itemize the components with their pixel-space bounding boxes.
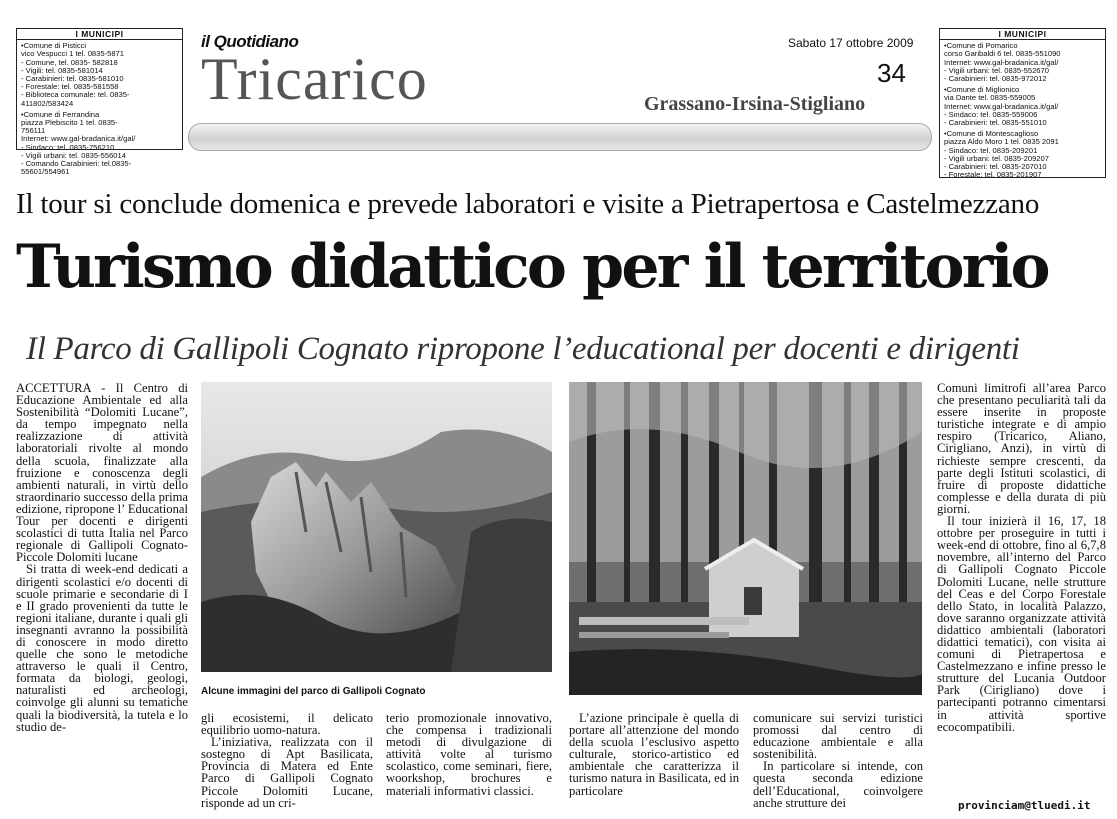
article-column-1 xyxy=(16,382,188,812)
municipio-miglionico: •Comune di Miglionico via Dante tel. 0835-559005 Internet: www.gal-bradanica.it/gal/ - Sindaco: tel. 0835-559006 - Carabinieri: tel. 0835-551010 xyxy=(944,85,1059,128)
article-subhead: Il Parco di Gallipoli Cognato ripropone l’educational per docenti e dirigenti xyxy=(26,331,1020,367)
article-paragraph: comunicare sui servizi turistici promossi dal centro di educazione ambientale e alla sostenibilità. xyxy=(753,712,923,762)
article-column-4 xyxy=(569,712,739,812)
municipio-ferrandina: •Comune di Ferrandina piazza Plebiscito 1 tel. 0835- 756111 Internet: www.gal-bradanica.it/gal/ - Sindaco: tel. 0835-756210 - Vigili urbani: tel. 0835-556014 - Comando Carabinieri: tel.0835- 55601/554961 xyxy=(21,109,136,177)
article-paragraph: Il tour inizierà il 16, 17, 18 ottobre per proseguire in tutti i week-end di ottobre, fino al 6,7,8 novembre, all’interno del Parco di Gallipoli Cognato Piccole Dolomiti Lucane, nelle strutture del Ceas e del Corpo Forestale dello Stato, in località Palazzo, dove saranno organizzate attività didattico ambientali (laboratori didattici tematici), con visita ai comuni di Pietrapertosa e Castelmezzano e infine presso le strutture del Lucania Outdoor Park (Cirigliano) dove i partecipanti potranno cimentarsi in attività sportive ecocompatibili. xyxy=(937,514,1106,734)
article-column-5 xyxy=(753,712,923,812)
article-column-2 xyxy=(201,712,373,812)
section-title: Tricarico xyxy=(201,46,428,112)
article-paragraph: gli ecosistemi, il delicato equilibrio uomo-natura. xyxy=(201,712,373,738)
photo-forest-fountain xyxy=(569,382,922,695)
municipio-montescaglioso: •Comune di Montescaglioso piazza Aldo Moro 1 tel. 0835 2091 - Sindaco: tel. 0835-209201 - Vigili urbani: tel. 0835-209207 - Carabinieri: tel. 0835-207010 - Forestale: tel. 0835-201907 xyxy=(944,129,1059,180)
page-number: 34 xyxy=(877,58,906,88)
photo-caption: Alcune immagini del parco di Gallipoli Cognato xyxy=(201,686,426,697)
contact-email[interactable]: provinciam@tluedi.it xyxy=(958,799,1091,812)
article-paragraph: Si tratta di week-end dedicati a dirigenti scolastici e/o docenti di scuole primarie e secondarie di I e II grado provenienti da tutte le regioni italiane, durante i quali gli insegnanti avranno la possibilità di conoscere in modo diretto quelle che sono le metodiche attraverso le quali il Centro, formata da biologi, geologi, naturalisti ed archeologi, coinvolge gli alunni su tematiche quali la biodiversità, la tutela e lo studio de- xyxy=(16,562,188,734)
municipi-title: I MUNICIPI xyxy=(940,30,1105,40)
article-paragraph: L’iniziativa, realizzata con il sostegno di Apt Basilicata, Provincia di Matera ed Ente Parco di Gallipoli Cognato Piccole Dolomiti Lucane, risponde ad un cri- xyxy=(201,735,373,810)
header-bar xyxy=(188,123,932,151)
article-paragraph: In particolare si intende, con questa seconda edizione dell’Educational, coinvolgere anche strutture dei xyxy=(753,759,923,810)
municipio-pisticci: •Comune di Pisticci vico Vespucci 1 tel. 0835-5871 - Comune, tel. 0835- 582818 - Vigili: tel. 0835-581014 - Carabinieri: tel. 0835-581010 - Forestale: tel. 0835-581558 - Biblioteca comunale: tel. 0835- 411802/583424 xyxy=(21,41,130,108)
article-column-3 xyxy=(386,712,552,812)
newspaper-logo: il Quotidiano xyxy=(201,32,299,51)
article-column-6 xyxy=(937,382,1106,796)
article-paragraph: L’azione principale è quella di portare all’attenzione del mondo della scuola l’esclusivo aspetto culturale, storico-artistico ed ambientale che caratterizza il turismo natura in Basilicata, ed in particolare xyxy=(569,712,739,798)
municipi-box-left xyxy=(16,28,183,177)
article-kicker: Il tour si conclude domenica e prevede laboratori e visite a Pietrapertosa e Castelmezzano xyxy=(16,188,1040,220)
article-paragraph: Comuni limitrofi all’area Parco che presentano peculiarità tali da essere inserite in proposte turistiche integrate e di ampio respiro (Tricarico, Aliano, Cirigliano, Anzi), in virtù di richieste sempre crescenti, da parte degli Istituti scolastici, di fruire di proposte didattiche complesse e della durata di più giorni. xyxy=(937,382,1106,516)
article-headline: Turismo didattico per il territorio xyxy=(16,232,1048,302)
municipi-title: I MUNICIPI xyxy=(17,30,182,40)
area-label: Grassano-Irsina-Stigliano xyxy=(644,93,866,115)
article-paragraph: terio promozionale innovativo, che compensa i tradizionali metodi di divulgazione di attività volte al turismo scolastico, come seminari, fiere, woorkshop, brochures e materiali informativi classici. xyxy=(386,712,552,798)
municipio-pomarico: •Comune di Pomarico corso Garibaldi 6 tel. 0835-551090 Internet: www.gal-bradanica.it/gal/ - Vigili urbani: tel. 0835-552670 - Carabinieri: tel. 0835-972012 xyxy=(944,41,1061,84)
photo-rocks xyxy=(201,382,552,672)
article-paragraph: ACCETTURA - Il Centro di Educazione Ambientale ed alla Sostenibilità “Dolomiti Lucane”, da tempo impegnato nella realizzazione di attività laboratoriali rivolte al mondo della scuola, finalizzate alla fruizione e conoscenza degli ambienti naturali, in virtù dello straordinario successo della prima edizione, ripropone l’ Educational Tour per docenti e dirigenti scolastici di tutta Italia nel Parco regionale di Gallipoli Cognato-Piccole Dolomiti lucane xyxy=(16,382,188,565)
issue-date: Sabato 17 ottobre 2009 xyxy=(788,36,914,50)
municipi-box-right xyxy=(939,28,1106,178)
